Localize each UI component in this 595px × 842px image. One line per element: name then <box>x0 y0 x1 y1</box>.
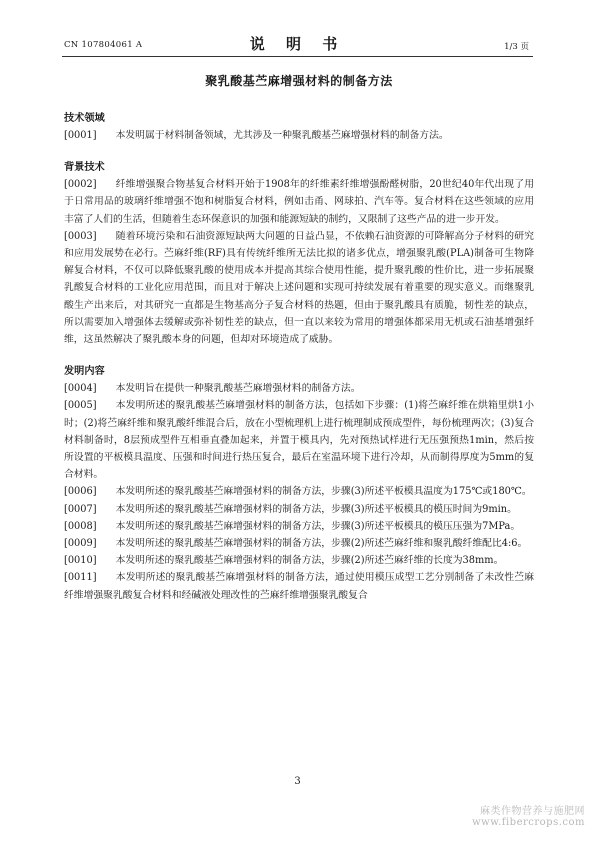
paragraph-text: 本发明所述的聚乳酸基苎麻增强材料的制备方法，步骤(3)所述平板模具温度为175℃或180℃。 <box>115 486 532 498</box>
page-header <box>0 0 595 60</box>
paragraph <box>64 552 534 569</box>
paragraph-number: [0002] <box>64 179 97 191</box>
paragraph-text: 本发明所述的聚乳酸基苎麻增强材料的制备方法，步骤(3)所述平板模具的模压时间为9min。 <box>115 503 517 515</box>
paragraph <box>64 228 534 348</box>
paragraph-number: [0005] <box>64 400 97 412</box>
document-body <box>64 72 534 604</box>
paragraph <box>64 380 534 397</box>
paragraph <box>64 483 534 500</box>
paragraph-number: [0006] <box>64 486 97 498</box>
paragraph-text: 本发明所述的聚乳酸基苎麻增强材料的制备方法，步骤(2)所述苎麻纤维和聚乳酸纤维配比4:6。 <box>115 538 528 550</box>
paragraph-text: 本发明所述的聚乳酸基苎麻增强材料的制备方法，通过使用模压成型工艺分别制备了未改性苎麻纤维增强聚乳酸复合材料和经碱液处理改性的苎麻纤维增强聚乳酸复合 <box>64 572 534 601</box>
document-type: 说 明 书 <box>249 35 346 53</box>
paragraph-text: 本发明所述的聚乳酸基苎麻增强材料的制备方法，包括如下步骤：(1)将苎麻纤维在烘箱里烘1小时；(2)将苎麻纤维和聚乳酸纤维混合后，放在小型梳理机上进行梳理制成预成型件，每份梳理两次；(3)复合材料制备时，8层预成型件互相垂直叠加起来，并置于模具内，先对预热试样进行无压强预热1min，然后按所设置的平板模具温度、压强和时间进行热压复合，最后在室温环境下进行冷却，从而制得厚度为5mm的复合材料。 <box>64 400 534 481</box>
paragraph-text: 本发明所述的聚乳酸基苎麻增强材料的制备方法，步骤(2)所述苎麻纤维的长度为38mm。 <box>115 555 504 567</box>
paragraph <box>64 127 534 144</box>
section-heading: 发明内容 <box>64 365 105 378</box>
section-tech-field <box>64 109 534 144</box>
paragraph <box>64 535 534 552</box>
paragraph-number: [0007] <box>64 503 97 515</box>
paragraph <box>64 176 534 228</box>
paragraph-number: [0010] <box>64 555 97 567</box>
publication-number: CN 107804061 A <box>64 40 143 50</box>
paragraph-number: [0003] <box>64 230 97 242</box>
page-indicator: 1/3 页 <box>504 42 529 52</box>
paragraph-text: 纤维增强聚合物基复合材料开始于1908年的纤维素纤维增强酚醛树脂，20世纪40年代出现了用于日常用品的玻璃纤维增强不饱和树脂复合材料，例如击甬、网球拍、汽车等。复合材料在这些领域的应用丰富了人们的生活，但随着生态环保意识的加强和能源短缺的制约，又限制了这些产品的进一步开发。 <box>64 179 534 225</box>
paragraph-text: 随着环境污染和石油资源短缺两大问题的日益凸显，不依赖石油资源的可降解高分子材料的研究和应用发展势在必行。苎麻纤维(RF)具有传统纤维所无法比拟的诸多优点，增强聚乳酸(PLA)制备可生物降解复合材料，不仅可以降低聚乳酸的使用成本并提高其综合使用性能，提升聚乳酸的性价比，进一步拓展聚乳酸复合材料的工业化应用范围，而且对于解决上述问题和实现可持续发展有着重要的现实意义。而继聚乳酸生产出来后，对其研究一直都是生物基高分子复合材料的热题，但由于聚乳酸具有质脆，韧性差的缺点，所以需要加入增强体去缓解或弥补韧性差的缺点，但一直以来较为常用的增强体都采用无机或石油基增强纤维，这虽然解决了聚乳酸本身的问题，但却对环境造成了威胁。 <box>64 230 534 346</box>
watermark-url: www.fibercrops.com <box>472 817 585 828</box>
document-title: 聚乳酸基苎麻增强材料的制备方法 <box>205 74 393 88</box>
section-invention <box>64 362 534 604</box>
section-heading: 技术领域 <box>64 112 105 124</box>
paragraph-number: [0004] <box>64 383 97 395</box>
paragraph <box>64 501 534 518</box>
paragraph-text: 本发明属于材料制备领域，尤其涉及一种聚乳酸基苎麻增强材料的制备方法。 <box>115 130 449 141</box>
paragraph-number: [0001] <box>64 130 97 141</box>
paragraph-number: [0009] <box>64 538 97 550</box>
paragraph <box>64 397 534 483</box>
paragraph-number: [0008] <box>64 520 97 532</box>
paragraph-number: [0011] <box>64 572 97 584</box>
paragraph-text: 本发明所述的聚乳酸基苎麻增强材料的制备方法，步骤(3)所述平板模具的模压压强为7MPa。 <box>115 520 521 532</box>
page-number: 3 <box>294 776 301 787</box>
paragraph-text: 本发明旨在提供一种聚乳酸基苎麻增强材料的制备方法。 <box>115 383 361 395</box>
watermark-site-name: 麻类作物营养与施肥网 <box>480 806 585 817</box>
paragraph <box>64 569 534 603</box>
header-divider <box>62 56 533 57</box>
section-heading: 背景技术 <box>64 161 105 174</box>
paragraph <box>64 518 534 535</box>
section-background <box>64 158 534 348</box>
watermark <box>472 802 585 828</box>
